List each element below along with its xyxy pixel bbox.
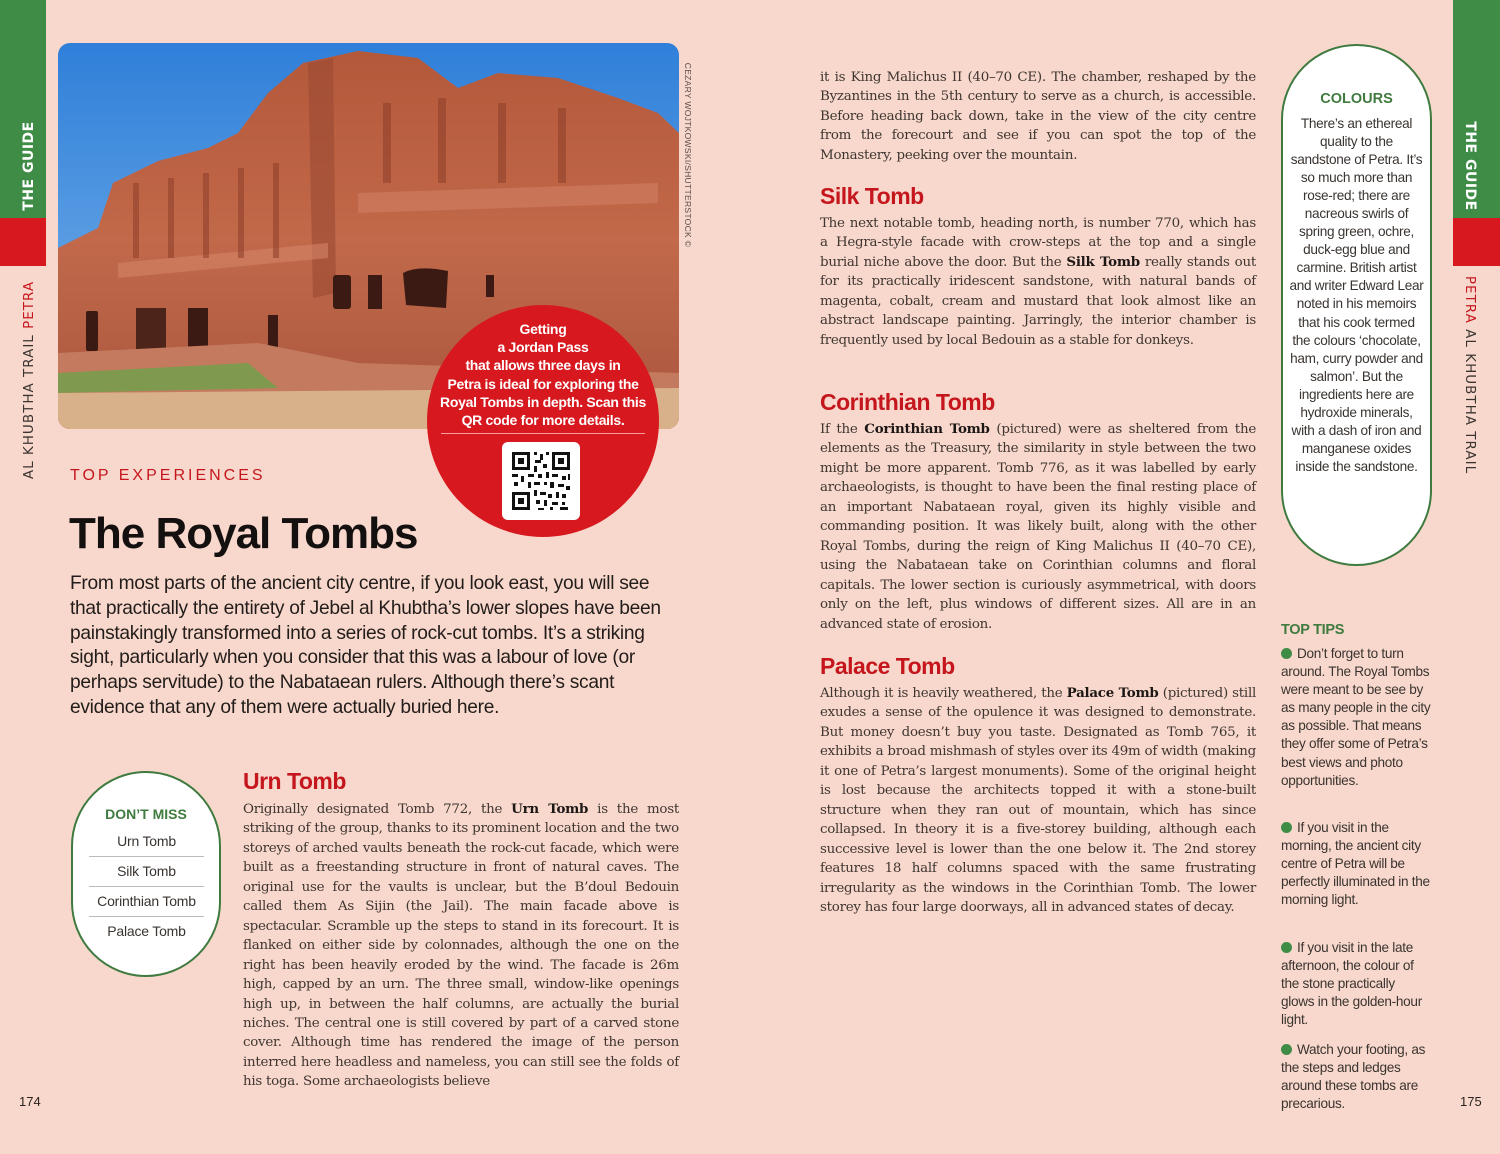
bold-term: Corinthian Tomb [864, 421, 990, 437]
page-title: The Royal Tombs [69, 509, 418, 558]
top-tip-item [1281, 819, 1431, 909]
qr-code-graphic [502, 442, 580, 520]
text-run: really stands out for its practically iridescent sandstone, with natural bands of magenta, cobalt, cream and mustard that look almost like an abstract landscape painting. Jarringly, the interior chamber is frequently used by local Bedouin as a stable for donkeys. [820, 254, 1256, 348]
top-tip-item [1281, 645, 1431, 790]
text-run: Although it is heavily weathered, the [820, 686, 1067, 701]
corinthian-tomb-heading: Corinthian Tomb [820, 389, 995, 415]
colours-title: COLOURS [1320, 91, 1393, 107]
continued-paragraph: it is King Malichus II (40–70 CE). The chamber, reshaped by the Byzantines in the 5th century to serve as a church, is accessible. Before heading back down, take in the view of the city centre from the forecourt and see if you can spot the top of the Monastery, peeking over the mountain. [820, 70, 1256, 163]
section-tab-red-block [0, 218, 46, 266]
top-tip-item [1281, 939, 1431, 1029]
palace-tomb-paragraph [820, 684, 1256, 917]
palace-tomb-heading: Palace Tomb [820, 653, 955, 679]
page-number-left: 174 [19, 1094, 41, 1109]
corinthian-tomb-paragraph [820, 420, 1256, 634]
text-run: Originally designated Tomb 772, the [243, 802, 512, 817]
running-head-right [1462, 276, 1478, 474]
dont-miss-item: Urn Tomb [89, 826, 204, 857]
callout-line: QR code for more details. [461, 412, 625, 429]
callout-line: Getting [519, 321, 567, 337]
bold-term: Palace Tomb [1066, 685, 1159, 701]
callout-line: Petra is ideal for exploring the [447, 375, 639, 392]
tip-text: If you visit in the late afternoon, the colour of the stone practically glows in the golden-hour light. [1281, 940, 1422, 1028]
text-run: If the [820, 422, 865, 437]
bold-term: Urn Tomb [511, 801, 589, 817]
running-head-petra: PETRA [1462, 275, 1478, 324]
running-head-left [21, 281, 37, 479]
tip-text: Don’t forget to turn around. The Royal Tombs were meant to be see by as many people in the city as possible. That means they offer some of Petra’s best views and photo opportunities. [1281, 646, 1431, 788]
section-kicker: TOP EXPERIENCES [70, 467, 266, 484]
dont-miss-item: Corinthian Tomb [89, 886, 204, 917]
bold-term: Silk Tomb [1066, 253, 1140, 270]
running-head-trail: AL KHUBTHA TRAIL [21, 328, 37, 480]
callout-line: Royal Tombs in depth. Scan this [440, 393, 646, 410]
urn-tomb-heading: Urn Tomb [243, 768, 346, 794]
qr-code-icon[interactable] [502, 442, 580, 520]
top-tips-title: TOP TIPS [1281, 622, 1345, 638]
urn-tomb-paragraph [243, 800, 679, 1092]
top-tip-item [1281, 1041, 1431, 1113]
bullet-dot-icon [1281, 822, 1292, 833]
callout-text [437, 320, 649, 429]
bullet-dot-icon [1281, 942, 1292, 953]
page-number-right: 175 [1460, 1094, 1482, 1109]
section-tab-red-block-right [1453, 218, 1500, 266]
running-head-petra: PETRA [21, 280, 37, 329]
dont-miss-item: Palace Tomb [107, 923, 186, 939]
running-head-trail: AL KHUBTHA TRAIL [1462, 323, 1478, 475]
dont-miss-title: DON’T MISS [105, 806, 187, 822]
text-run: (pictured) were as sheltered from the elements as the Treasury, the similarity in style between the two might be more apparent. Tomb 776, as it was labelled by early archaeologists, is thought to have been the final resting place of an important Nabataean royal, given its highly visible and commanding position. It was likely built, along with the other Royal Tombs, during the reign of King Malichus II (40–70 CE), using the Nabataean take on Corinthian columns and floral capitals. The lower section is curiously asymmetrical, with doors only on the left, plus windows of different sizes. All are in an advanced state of erosion. [820, 422, 1256, 632]
callout-line: that allows three days in [465, 357, 621, 374]
photo-credit: CEZARY WOJTKOWSKI/SHUTTERSTOCK © [683, 62, 693, 248]
callout-divider [441, 433, 645, 434]
section-tab-label-right: THE GUIDE [1462, 121, 1478, 211]
tip-text: If you visit in the morning, the ancient city centre of Petra will be perfectly illuminated in the morning light. [1281, 820, 1430, 908]
dont-miss-item: Silk Tomb [89, 856, 204, 887]
text-run: is the most striking of the group, thanks to its prominent location and the two storeys of arched vaults beneath the rock-cut facade, which were built as a freestanding structure in front of natural caves. The original use for the vaults is unclear, but the B’doul Bedouin called them As Sijin (the Jail). The main facade above is spectacular. Scramble up the steps to stand in its forecourt. It is flanked on either side by colonnades, although the one on the right has been heavily eroded by the wind. The facade is 26m high, capped by an urn. The three small, window-like openings high up, in between the half columns, are actually the burial niches. The central one is still covered by part of a carved stone cover. Although time has rendered the image of the person interred here headless and nameless, you can still see the folds of his toga. Some archaeologists believe [243, 802, 679, 1090]
bullet-dot-icon [1281, 1044, 1292, 1055]
intro-paragraph: From most parts of the ancient city centre, if you look east, you will see that practically the entirety of Jebel al Khubtha’s lower slopes have been painstakingly transformed into a series of rock-cut tombs. It’s a striking sight, particularly when you consider that this was a labour of love (or perhaps servitude) to the Nabataean rulers. Although there’s scant evidence that any of them were actually buried here. [70, 573, 661, 718]
callout-line: a Jordan Pass [497, 339, 589, 356]
silk-tomb-heading: Silk Tomb [820, 183, 924, 209]
text-run: The next notable tomb, heading north, is number 770, which has a Hegra-style facade with crow-steps at the top and a single burial niche above the door. But the [820, 216, 1256, 270]
colours-text: There’s an ethereal quality to the sandstone of Petra. It’s so much more than rose-red; there are nacreous swirls of spring green, ochre, duck-egg blue and carmine. British artist and writer Edward Lear noted in his memoirs that his cook termed the colours ‘chocolate, ham, curry powder and salmon’. But the ingredients here are hydroxide minerals, with a dash of iron and manganese oxides inside the sandstone. [1289, 116, 1424, 474]
tip-text: Watch your footing, as the steps and ledges around these tombs are precarious. [1281, 1042, 1426, 1112]
text-run: (pictured) still exudes a sense of the opulence it was designed to demonstrate. But money doesn’t buy you taste. Designated as Tomb 765, it exhibits a broad mishmash of styles over its 49m of width (making it one of Petra’s largest monuments). Some of the original height is lost because the architects topped it with a stone-built structure when they ran out of mountain, which has since collapsed. In theory it is a five-storey building, although each successive level is lower than the one below it. The 2nd storey features 18 half columns spaced with the same frustrating irregularity as the windows in the Corinthian Tomb. The lower storey has four large doorways, all in advanced states of decay. [820, 686, 1257, 915]
bullet-dot-icon [1281, 648, 1292, 659]
silk-tomb-paragraph [820, 214, 1256, 350]
section-tab-label: THE GUIDE [21, 121, 37, 211]
